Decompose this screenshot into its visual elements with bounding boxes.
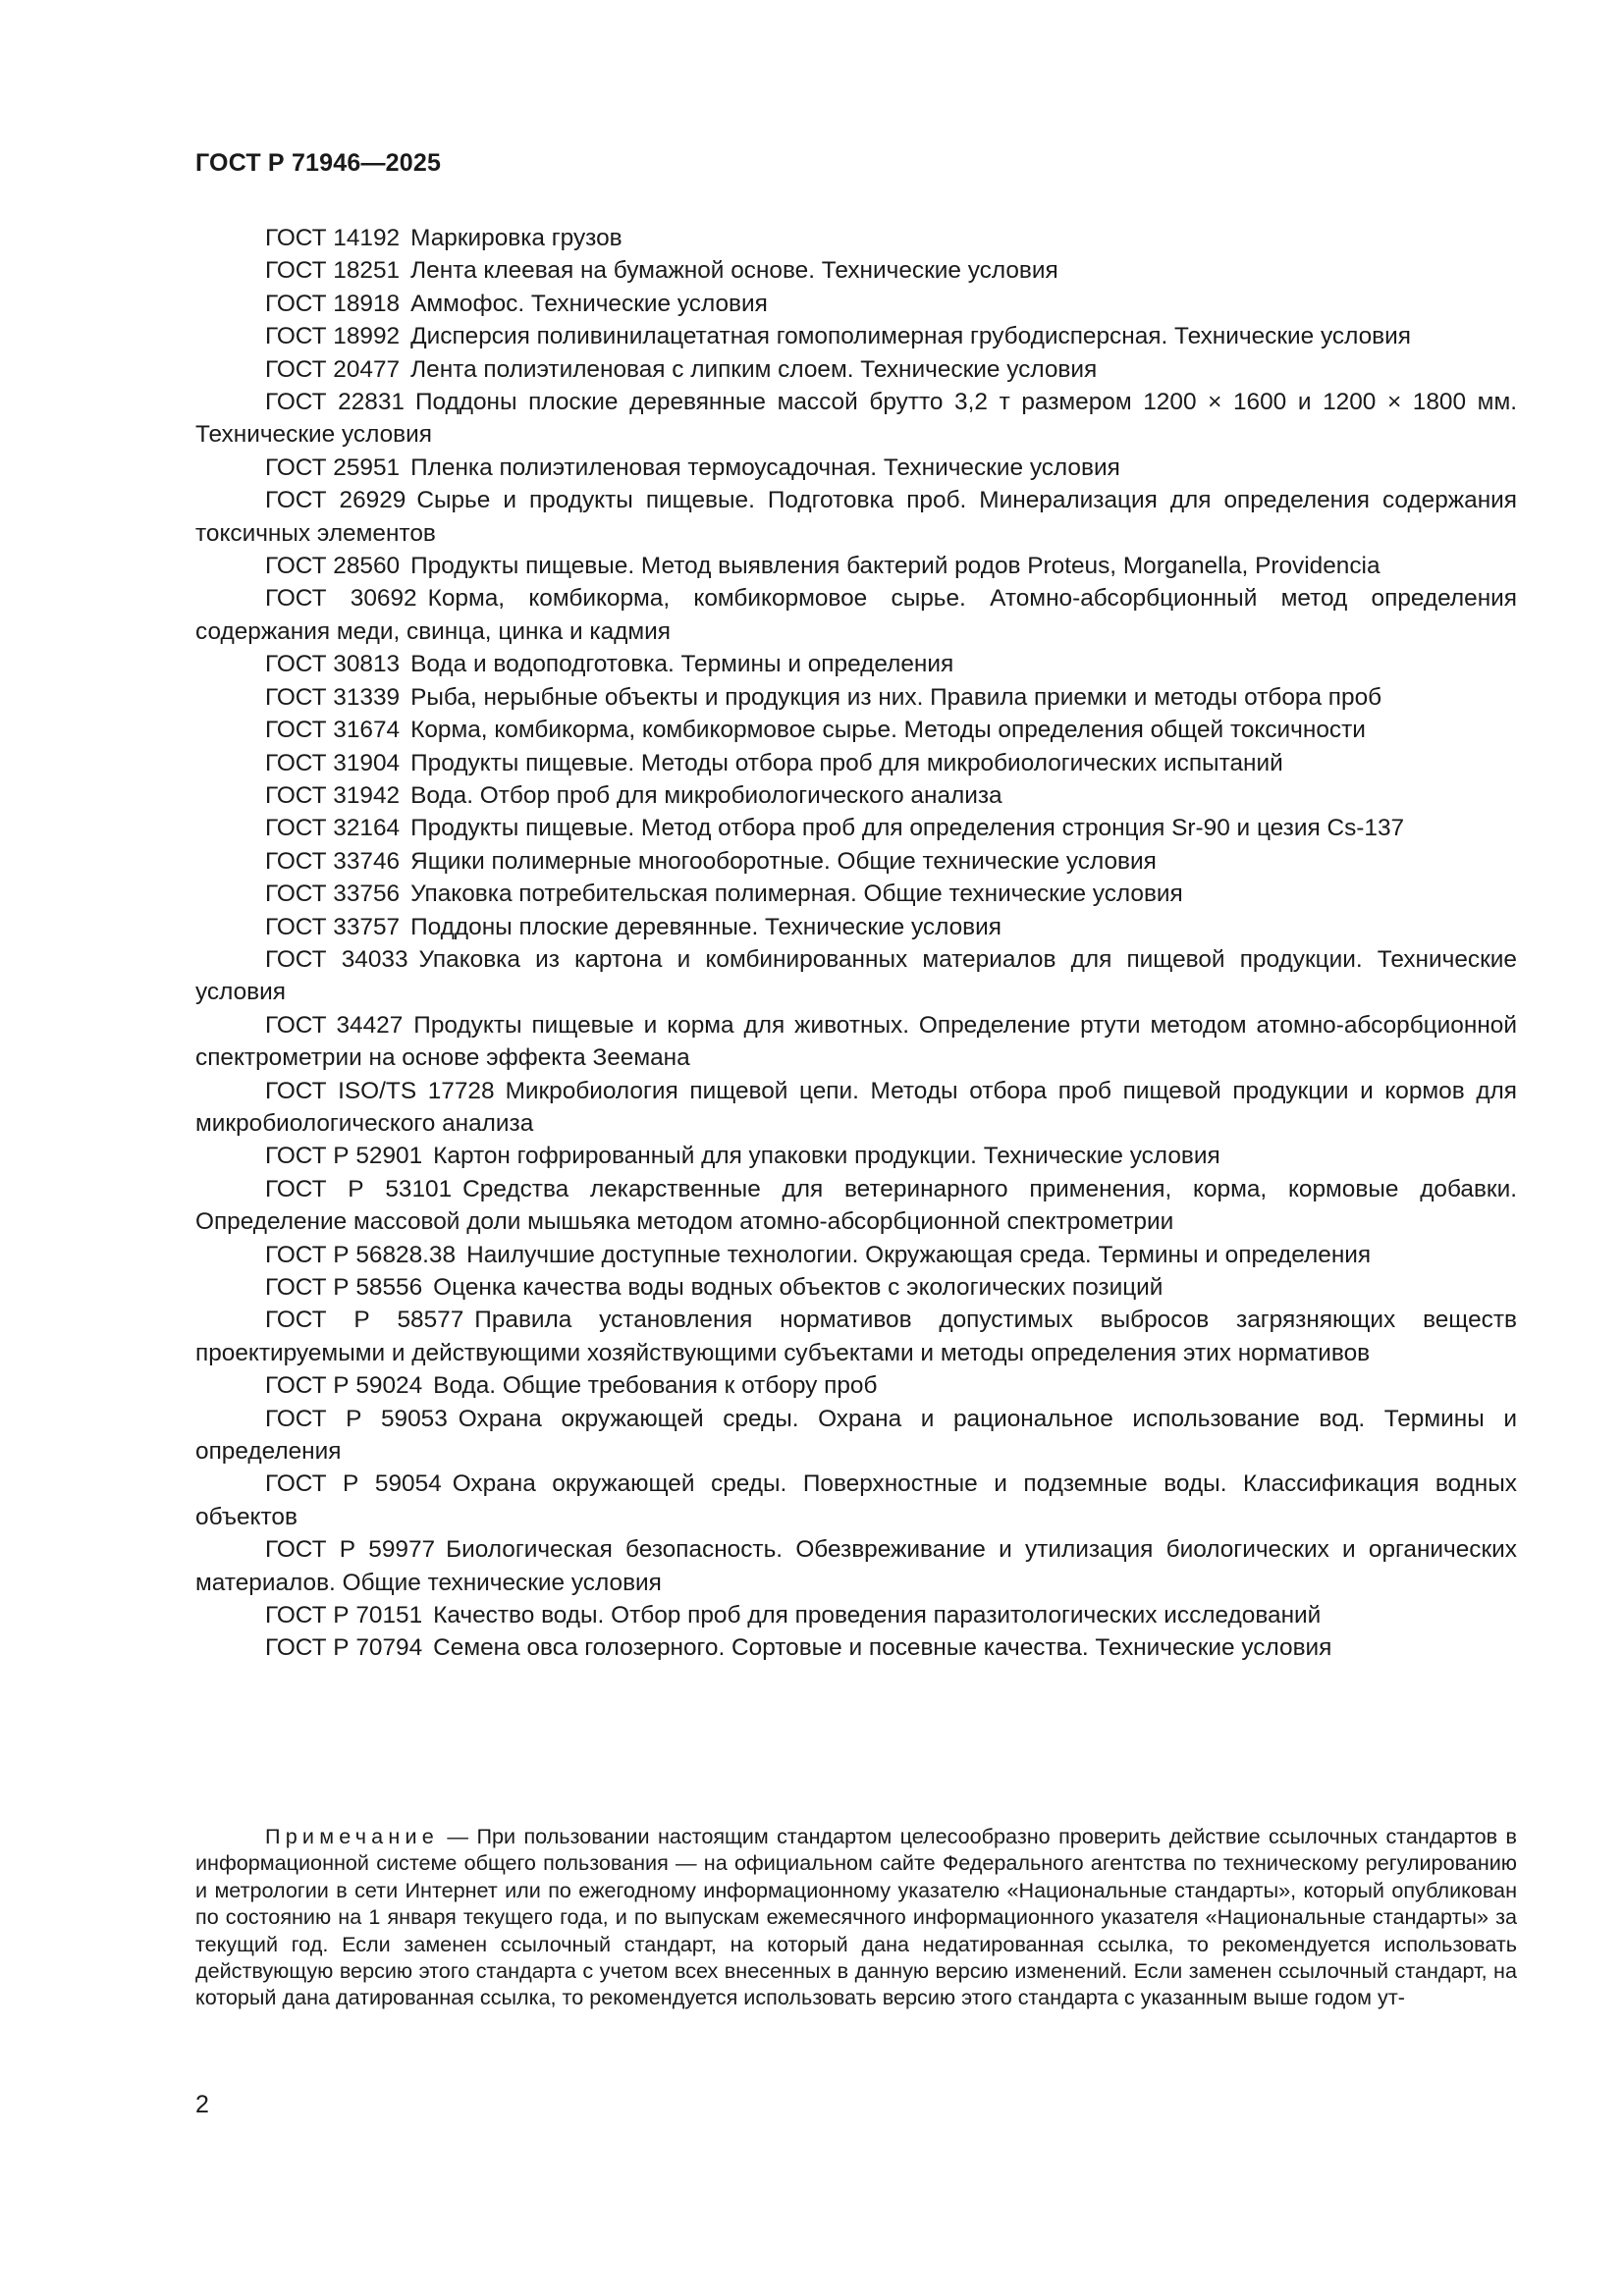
reference-item: [195, 1009, 1517, 1075]
reference-title: Поддоны плоские деревянные. Технические условия: [410, 913, 1001, 940]
reference-title: Сырье и продукты пищевые. Подготовка проб. Минерализация для определения содержания токсичных элементов: [195, 487, 1517, 547]
reference-title: Лента клеевая на бумажной основе. Технические условия: [410, 257, 1058, 285]
reference-item: [195, 254, 1517, 287]
reference-code: ГОСТ 26929: [265, 487, 406, 514]
reference-item: [195, 747, 1517, 779]
reference-code: ГОСТ 32164: [265, 815, 401, 842]
reference-code: ГОСТ Р 58577: [265, 1307, 464, 1334]
reference-code: ГОСТ 18992: [265, 323, 401, 350]
reference-code: ГОСТ Р 59054: [265, 1470, 442, 1498]
reference-title: Ящики полимерные многооборотные. Общие технические условия: [410, 847, 1157, 875]
reference-item: [195, 1468, 1517, 1533]
reference-item: [195, 1271, 1517, 1304]
reference-code: ГОСТ 20477: [265, 355, 401, 383]
reference-item: [195, 484, 1517, 550]
reference-title: Пленка полиэтиленовая термоусадочная. Технические условия: [410, 454, 1120, 481]
reference-code: ГОСТ Р 59053: [265, 1405, 448, 1432]
reference-item: [195, 714, 1517, 746]
reference-title: Рыба, нерыбные объекты и продукция из них. Правила приемки и методы отбора проб: [410, 683, 1382, 711]
reference-item: [195, 1173, 1517, 1239]
reference-item: [195, 1533, 1517, 1599]
reference-title: Продукты пищевые. Методы отбора проб для микробиологических испытаний: [410, 749, 1283, 776]
reference-title: Корма, комбикорма, комбикормовое сырье. Атомно-абсорбционный метод определения содержания меди, свинца, цинка и кадмия: [195, 585, 1517, 645]
reference-title: Маркировка грузов: [410, 225, 623, 251]
reference-item: [195, 1239, 1517, 1271]
reference-code: ГОСТ 33746: [265, 847, 401, 875]
reference-code: ГОСТ ISO/TS 17728: [265, 1077, 495, 1104]
reference-title: Продукты пищевые. Метод отбора проб для определения стронция Sr-90 и цезия Cs-137: [410, 815, 1405, 842]
reference-item: [195, 1075, 1517, 1141]
reference-title: Картон гофрированный для упаковки продукции. Технические условия: [433, 1143, 1220, 1170]
reference-code: ГОСТ Р 56828.38: [265, 1241, 457, 1268]
reference-code: ГОСТ 33756: [265, 881, 401, 908]
reference-code: ГОСТ 22831: [265, 389, 405, 416]
reference-item: [195, 878, 1517, 910]
reference-title: Упаковка из картона и комбинированных материалов для пищевой продукции. Технические условия: [195, 945, 1517, 1006]
document-header: ГОСТ Р 71946—2025: [195, 149, 442, 177]
reference-code: ГОСТ 25951: [265, 454, 401, 481]
reference-title: Вода и водоподготовка. Термины и определения: [410, 651, 954, 678]
note-label: Примечание: [265, 1824, 439, 1848]
reference-title: Правила установления нормативов допустимых выбросов загрязняющих веществ проектируемыми и действующими хозяйствующими субъектами и методы определения этих нормативов: [195, 1307, 1517, 1366]
reference-title: Оценка качества воды водных объектов с экологических позиций: [433, 1274, 1164, 1301]
reference-title: Упаковка потребительская полимерная. Общие технические условия: [410, 881, 1183, 908]
reference-title: Микробиология пищевой цепи. Методы отбора проб пищевой продукции и кормов для микробиологического анализа: [195, 1077, 1517, 1137]
reference-code: ГОСТ 33757: [265, 913, 401, 940]
reference-code: ГОСТ Р 59024: [265, 1372, 423, 1400]
reference-code: ГОСТ Р 53101: [265, 1175, 453, 1202]
reference-item: [195, 452, 1517, 484]
reference-item: [195, 1599, 1517, 1631]
reference-title: Качество воды. Отбор проб для проведения паразитологических исследований: [433, 1602, 1322, 1629]
reference-title: Биологическая безопасность. Обезвреживание и утилизация биологических и органических материалов. Общие технические условия: [195, 1536, 1517, 1596]
note-text: — При пользовании настоящим стандартом целесообразно проверить действие ссылочных стандартов в информационной системе общего пользования — на официальном сайте Федерального агентства по техническому регулированию и метрологии в сети Интернет или по ежегодному информационному указателю «Национальные стандарты», который опубликован по состоянию на 1 января текущего года, и по выпускам ежемесячного информационного указателя «Национальные стандарты» за текущий год. Если заменен ссылочный стандарт, на который дана недатированная ссылка, то рекомендуется использовать действующую версию этого стандарта с учетом всех внесенных в данную версию изменений. Если заменен ссылочный стандарт, на который дана датированная ссылка, то рекомендуется использовать версию этого стандарта с указанным выше годом ут-: [195, 1824, 1517, 2010]
reference-code: ГОСТ 34427: [265, 1011, 404, 1039]
reference-code: ГОСТ 18918: [265, 290, 401, 317]
reference-item: [195, 582, 1517, 648]
reference-code: ГОСТ Р 70151: [265, 1602, 423, 1629]
reference-code: ГОСТ 30813: [265, 651, 401, 678]
reference-code: ГОСТ 34033: [265, 945, 408, 973]
reference-title: Лента полиэтиленовая с липким слоем. Технические условия: [410, 355, 1098, 383]
reference-code: ГОСТ Р 70794: [265, 1634, 423, 1662]
normative-references-list: [195, 222, 1517, 1665]
reference-code: ГОСТ 31339: [265, 683, 401, 711]
reference-item: [195, 1403, 1517, 1468]
reference-title: Вода. Общие требования к отбору проб: [433, 1372, 878, 1400]
reference-code: ГОСТ 18251: [265, 257, 401, 285]
reference-title: Вода. Отбор проб для микробиологического анализа: [410, 781, 1002, 809]
reference-code: ГОСТ 31674: [265, 717, 401, 744]
reference-title: Поддоны плоские деревянные массой брутто 3,2 т размером 1200 × 1600 и 1200 × 1800 мм. Технические условия: [195, 389, 1517, 449]
reference-code: ГОСТ 28560: [265, 553, 401, 580]
reference-item: [195, 386, 1517, 452]
reference-title: Семена овса голозерного. Сортовые и посевные качества. Технические условия: [433, 1634, 1332, 1662]
reference-title: Наилучшие доступные технологии. Окружающая среда. Термины и определения: [466, 1241, 1372, 1268]
reference-title: Продукты пищевые. Метод выявления бактерий родов Proteus, Morganella, Providencia: [410, 553, 1380, 580]
reference-title: Охрана окружающей среды. Поверхностные и подземные воды. Классификация водных объектов: [195, 1470, 1517, 1530]
reference-code: ГОСТ Р 58556: [265, 1274, 423, 1301]
reference-item: [195, 550, 1517, 582]
reference-title: Продукты пищевые и корма для животных. Определение ртути методом атомно-абсорбционной спектрометрии на основе эффекта Зеемана: [195, 1011, 1517, 1072]
reference-item: [195, 681, 1517, 714]
reference-title: Корма, комбикорма, комбикормовое сырье. Методы определения общей токсичности: [410, 717, 1366, 744]
reference-item: [195, 320, 1517, 352]
reference-item: [195, 779, 1517, 812]
page-number: 2: [195, 2091, 209, 2118]
reference-item: [195, 1304, 1517, 1369]
reference-title: Дисперсия поливинилацетатная гомополимерная грубодисперсная. Технические условия: [410, 323, 1411, 350]
reference-title: Средства лекарственные для ветеринарного применения, корма, кормовые добавки. Определение массовой доли мышьяка методом атомно-абсорбционной спектрометрии: [195, 1175, 1517, 1236]
reference-item: [195, 353, 1517, 386]
reference-code: ГОСТ 14192: [265, 225, 401, 251]
reference-title: Охрана окружающей среды. Охрана и рациональное использование вод. Термины и определения: [195, 1405, 1517, 1466]
reference-title: Аммофос. Технические условия: [410, 290, 768, 317]
reference-item: [195, 911, 1517, 943]
reference-item: [195, 648, 1517, 680]
reference-item: [195, 845, 1517, 878]
reference-code: ГОСТ 30692: [265, 585, 417, 613]
reference-item: [195, 1631, 1517, 1664]
reference-code: ГОСТ Р 52901: [265, 1143, 423, 1170]
reference-code: ГОСТ Р 59977: [265, 1536, 436, 1564]
reference-code: ГОСТ 31904: [265, 749, 401, 776]
reference-item: [195, 943, 1517, 1009]
reference-item: [195, 288, 1517, 320]
reference-item: [195, 222, 1517, 254]
reference-item: [195, 1369, 1517, 1402]
reference-item: [195, 1140, 1517, 1172]
reference-item: [195, 812, 1517, 844]
reference-code: ГОСТ 31942: [265, 781, 401, 809]
note-paragraph: [195, 1823, 1517, 2011]
